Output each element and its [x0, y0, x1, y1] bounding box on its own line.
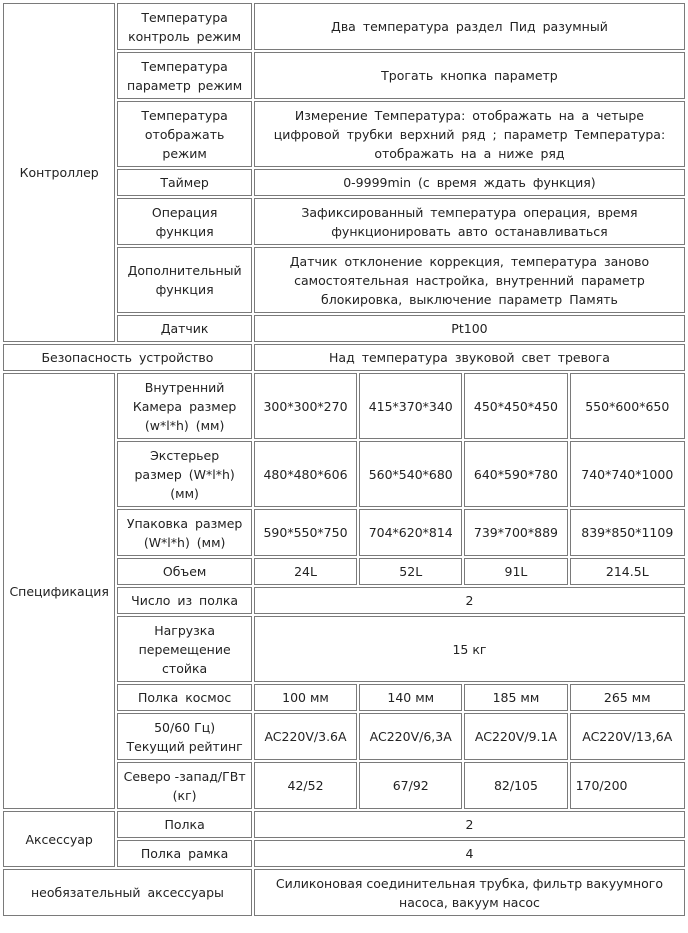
- row-value: Измерение Температура: отображать на а четыре цифровой трубки верхний ряд ; параметр Температура: отображать на а ниже ряд: [254, 101, 685, 167]
- group-controller: Контроллер: [3, 3, 115, 342]
- spec-cell: 739*700*889: [464, 509, 567, 556]
- spec-cell: AC220V/6,3A: [359, 713, 462, 760]
- table-row: [3, 869, 685, 916]
- row-label: Температура параметр режим: [117, 52, 252, 99]
- row-label: Операция функция: [117, 198, 252, 245]
- spec-cell: 82/105: [464, 762, 567, 809]
- spec-cell: 450*450*450: [464, 373, 567, 439]
- spec-cell: 300*300*270: [254, 373, 357, 439]
- spec-cell: 480*480*606: [254, 441, 357, 507]
- row-label: Нагрузка перемещение стойка: [117, 616, 252, 682]
- table-row: [3, 344, 685, 371]
- row-value: Трогать кнопка параметр: [254, 52, 685, 99]
- row-value: Pt100: [254, 315, 685, 342]
- spec-cell: 100 мм: [254, 684, 357, 711]
- row-label: Полка: [117, 811, 252, 838]
- spec-cell: AC220V/3.6A: [254, 713, 357, 760]
- spec-cell: 67/92: [359, 762, 462, 809]
- row-value: 15 кг: [254, 616, 685, 682]
- spec-cell: 170/200: [570, 762, 685, 809]
- row-value: 0-9999min (с время ждать функция): [254, 169, 685, 196]
- row-label: Температура контроль режим: [117, 3, 252, 50]
- table-row: [3, 373, 685, 439]
- spec-cell: 140 мм: [359, 684, 462, 711]
- spec-cell: 550*600*650: [570, 373, 685, 439]
- table-row: [3, 811, 685, 838]
- optional-label: необязательный аксессуары: [3, 869, 252, 916]
- row-label: Объем: [117, 558, 252, 585]
- safety-label: Безопасность устройство: [3, 344, 252, 371]
- row-label: Дополнительный функция: [117, 247, 252, 313]
- row-label: Таймер: [117, 169, 252, 196]
- row-value: Датчик отклонение коррекция, температура заново самостоятельная настройка, внутренний параметр блокировка, выключение параметр Память: [254, 247, 685, 313]
- row-label: Северо -запад/ГВт (кг): [117, 762, 252, 809]
- spec-cell: 265 мм: [570, 684, 685, 711]
- row-value: Два температура раздел Пид разумный: [254, 3, 685, 50]
- spec-cell: 560*540*680: [359, 441, 462, 507]
- row-label: Число из полка: [117, 587, 252, 614]
- spec-cell: AC220V/13,6A: [570, 713, 685, 760]
- group-accessory: Аксессуар: [3, 811, 115, 867]
- spec-table: [1, 1, 687, 918]
- spec-cell: 42/52: [254, 762, 357, 809]
- row-label: Экстерьер размер (W*l*h) (мм): [117, 441, 252, 507]
- spec-cell: 640*590*780: [464, 441, 567, 507]
- row-value: 2: [254, 811, 685, 838]
- spec-cell: 415*370*340: [359, 373, 462, 439]
- row-value: 2: [254, 587, 685, 614]
- spec-cell: 52L: [359, 558, 462, 585]
- spec-cell: 214.5L: [570, 558, 685, 585]
- spec-cell: 185 мм: [464, 684, 567, 711]
- spec-cell: 24L: [254, 558, 357, 585]
- table-row: [3, 3, 685, 50]
- optional-value: Силиконовая соединительная трубка, фильтр вакуумного насоса, вакуум насос: [254, 869, 685, 916]
- row-value: Зафиксированный температура операция, время функционировать авто останавливаться: [254, 198, 685, 245]
- spec-cell: 839*850*1109: [570, 509, 685, 556]
- row-label: Упаковка размер (W*l*h) (мм): [117, 509, 252, 556]
- row-label: 50/60 Гц) Текущий рейтинг: [117, 713, 252, 760]
- row-label: Полка рамка: [117, 840, 252, 867]
- spec-cell: 740*740*1000: [570, 441, 685, 507]
- row-label: Внутренний Камера размер (w*l*h) (мм): [117, 373, 252, 439]
- row-label: Полка космос: [117, 684, 252, 711]
- group-specification: Спецификация: [3, 373, 115, 809]
- row-value: 4: [254, 840, 685, 867]
- spec-cell: 590*550*750: [254, 509, 357, 556]
- spec-cell: 91L: [464, 558, 567, 585]
- row-label: Температура отображать режим: [117, 101, 252, 167]
- spec-cell: 704*620*814: [359, 509, 462, 556]
- row-label: Датчик: [117, 315, 252, 342]
- safety-value: Над температура звуковой свет тревога: [254, 344, 685, 371]
- spec-cell: AC220V/9.1A: [464, 713, 567, 760]
